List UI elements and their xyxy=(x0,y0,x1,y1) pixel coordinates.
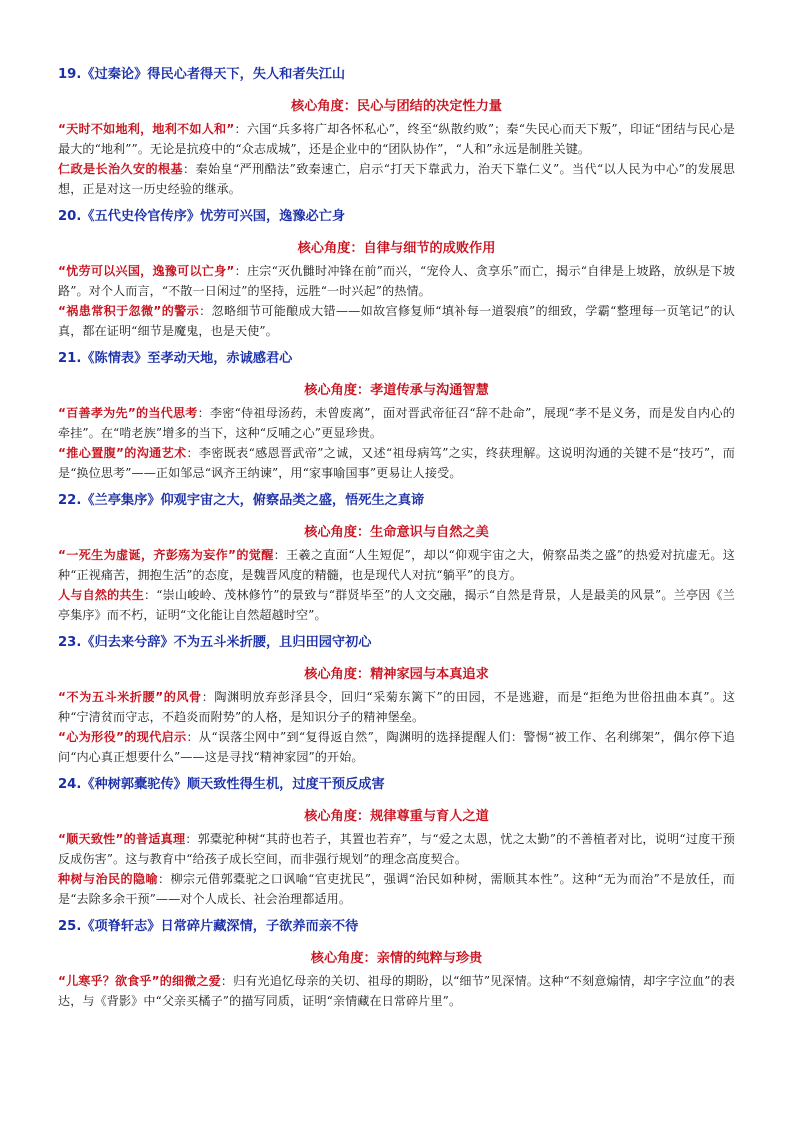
section-title: 20.《五代史伶官传序》忧劳可兴国，逸豫必亡身 xyxy=(58,209,346,224)
section-title: 25.《项脊轩志》日常碎片藏深情，子欲养而亲不待 xyxy=(58,919,359,934)
section xyxy=(58,634,735,776)
paragraph-body: ：柳宗元借郭橐驼之口讽喻“官吏扰民”，强调“治民如种树，需顺其本性”。这种“无为而治”不是放任，而是“去除多余干预”——对个人成长、社会治理都适用。 xyxy=(58,872,735,906)
section xyxy=(58,918,735,1011)
paragraph-lead: “天时不如地利，地利不如人和” xyxy=(58,122,235,136)
paragraph-lead: “顺天致性”的普适真理 xyxy=(58,832,186,846)
paragraph-body: ：李密“侍祖母汤药，未曾废离”，面对晋武帝征召“辞不赴命”，展现“孝不是义务，而是发自内心的牵挂”。在“啃老族”增多的当下，这种“反哺之心”更显珍贵。 xyxy=(58,406,735,440)
paragraph xyxy=(58,727,735,767)
paragraph-body: ：郭橐驼种树“其莳也若子，其置也若弃”，与“爱之太恩，忧之太勤”的不善植者对比，说明“过度干预反成伤害”。这与教育中“给孩子成长空间，而非强行规划”的理念高度契合。 xyxy=(58,832,735,866)
paragraph xyxy=(58,971,735,1011)
paragraph-lead: 仁政是长治久安的根基 xyxy=(58,162,184,176)
paragraph-body: ：李密既表“感恩晋武帝”之诚，又述“祖母病笃”之实，终获理解。这说明沟通的关键不是“技巧”，而是“换位思考”——正如邹忌“讽齐王纳谏”，用“家事喻国事”更易让人接受。 xyxy=(58,446,735,480)
paragraph-lead: “心为形役”的现代启示 xyxy=(58,730,187,744)
section xyxy=(58,208,735,350)
paragraph-body: ：归有光追忆母亲的关切、祖母的期盼，以“细节”见深情。这种“不刻意煽情，却字字泣血”的表达，与《背影》中“父亲买橘子”的描写同质，证明“亲情藏在日常碎片里”。 xyxy=(58,974,735,1008)
paragraph-body: ：秦始皇“严刑酷法”致秦速亡，启示“打天下靠武力，治天下靠仁义”。当代“以人民为中心”的发展思想，正是对这一历史经验的继承。 xyxy=(58,162,735,196)
paragraph-body: ：忽略细节可能酿成大错——如故宫修复师“填补每一道裂痕”的细致，学霸“整理每一页笔记”的认真，都在证明“细节是魔鬼，也是天使”。 xyxy=(58,304,735,338)
paragraph xyxy=(58,403,735,443)
paragraph xyxy=(58,301,735,341)
section-subtitle: 核心角度：孝道传承与沟通智慧 xyxy=(304,383,489,398)
section-subtitle: 核心角度：民心与团结的决定性力量 xyxy=(291,99,502,114)
paragraph-lead: “推心置腹”的沟通艺术 xyxy=(58,446,187,460)
section-subtitle: 核心角度：精神家园与本真追求 xyxy=(304,667,489,682)
paragraph-body: ：庄宗“灭仇雠时冲锋在前”而兴，“宠伶人、贪享乐”而亡，揭示“自律是上坡路，放纵是下坡路”。对个人而言，“不散一日闲过”的坚持，远胜“一时兴起”的热情。 xyxy=(58,264,735,298)
section-title: 19.《过秦论》得民心者得天下，失人和者失江山 xyxy=(58,67,346,82)
paragraph xyxy=(58,829,735,869)
paragraph xyxy=(58,545,735,585)
paragraph-body: ：“崇山峻岭、茂林修竹”的景致与“群贤毕至”的人文交融，揭示“自然是背景，人是最美的风景”。兰亭因《兰亭集序》而不朽，证明“文化能让自然超越时空”。 xyxy=(58,588,735,622)
paragraph xyxy=(58,585,735,625)
paragraph-lead: “一死生为虚诞，齐彭殇为妄作”的觉醒 xyxy=(58,548,274,562)
section xyxy=(58,492,735,634)
paragraph-lead: 人与自然的共生 xyxy=(58,588,144,602)
section-title: 22.《兰亭集序》仰观宇宙之大，俯察品类之盛，悟死生之真谛 xyxy=(58,493,425,508)
section-title: 23.《归去来兮辞》不为五斗米折腰，且归田园守初心 xyxy=(58,635,372,650)
paragraph-lead: 种树与治民的隐喻 xyxy=(58,872,159,886)
section xyxy=(58,776,735,918)
paragraph xyxy=(58,159,735,199)
section-subtitle: 核心角度：自律与细节的成败作用 xyxy=(297,241,496,256)
paragraph-body: ：从“误落尘网中”到“复得返自然”，陶渊明的选择提醒人们：警惕“被工作、名利绑架”，偶尔停下追问“内心真正想要什么”——这是寻找“精神家园”的开始。 xyxy=(58,730,735,764)
paragraph xyxy=(58,261,735,301)
paragraph-body: ：六国“兵多将广却各怀私心”，终至“纵散约败”；秦“失民心而天下叛”，印证“团结与民心是最大的“地利””。无论是抗疫中的“众志成城”，还是企业中的“团队协作”，“人和”永远是制胜关键。 xyxy=(58,122,735,156)
paragraph xyxy=(58,443,735,483)
paragraph-lead: “百善孝为先”的当代思考 xyxy=(58,406,198,420)
paragraph xyxy=(58,687,735,727)
paragraph-body: ：陶渊明放弃彭泽县令，回归“采菊东篱下”的田园，不是逃避，而是“拒绝为世俗扭曲本真”。这种“宁清贫而守志，不趋炎而附势”的人格，是知识分子的精神堡垒。 xyxy=(58,690,735,724)
section-subtitle: 核心角度：亲情的纯粹与珍贵 xyxy=(310,951,483,966)
paragraph-body: ：王羲之直面“人生短促”，却以“仰观宇宙之大，俯察品类之盛”的热爱对抗虚无。这种“正视痛苦，拥抱生活”的态度，是魏晋风度的精髓，也是现代人对抗“躺平”的良方。 xyxy=(58,548,735,582)
paragraph-lead: “儿寒乎？欲食乎”的细微之爱 xyxy=(58,974,221,988)
paragraph xyxy=(58,119,735,159)
paragraph-lead: “不为五斗米折腰”的风骨 xyxy=(58,690,202,704)
paragraph-lead: “祸患常积于忽微”的警示 xyxy=(58,304,200,318)
section-title: 21.《陈情表》至孝动天地，赤诚感君心 xyxy=(58,351,293,366)
section-subtitle: 核心角度：生命意识与自然之美 xyxy=(304,525,489,540)
section xyxy=(58,66,735,208)
paragraph xyxy=(58,869,735,909)
section-subtitle: 核心角度：规律尊重与育人之道 xyxy=(304,809,489,824)
paragraph-lead: “忧劳可以兴国，逸豫可以亡身” xyxy=(58,264,235,278)
section xyxy=(58,350,735,492)
section-title: 24.《种树郭橐驼传》顺天致性得生机，过度干预反成害 xyxy=(58,777,385,792)
